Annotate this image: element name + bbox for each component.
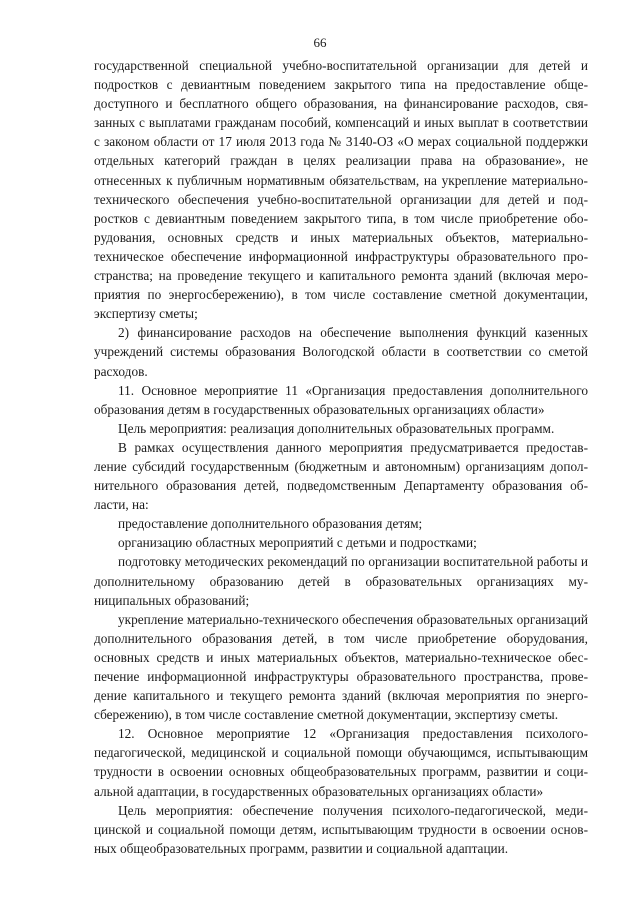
paragraph-financing-item-2: 2) финансирование расходов на обеспечение выполнения функций казенных учреждений системы образования Вологодской области в соответствии со сметой расходов. bbox=[94, 325, 588, 379]
paragraph-list-item: предоставление дополнительного образования детям; bbox=[118, 516, 423, 532]
paragraph-list-item: организацию областных мероприятий с детьми и подростками; bbox=[118, 535, 477, 551]
paragraph-list-item: укрепление материально-технического обеспечения образовательных организаций дополнительного образования детей, в том числе приобретение оборудования, основных средств и иных материальных объектов, материально-техническое обеспечение информационной инфраструктуры образовательного пространства, проведение капитального и текущего ремонта зданий (включая мероприятия по энергосбережению), в том числе составление сметной документации, экспертизу сметы. bbox=[94, 611, 588, 723]
page-number: 66 bbox=[313, 35, 327, 50]
paragraph-measure-11-intro: В рамках осуществления данного мероприятия предусматривается предоставление субсидий государственным (бюджетным и автономным) организациям дополнительного образования детей, подведомственным Департаменту образования области, на: bbox=[94, 439, 588, 513]
document-body bbox=[94, 56, 588, 858]
paragraph-continuation: государственной специальной учебно-воспитательной организации для детей и подростков с девиантным поведением закрытого типа на предоставление общедоступного и бесплатного общего образования, на финансирование расходов, связанных с выплатами гражданам пособий, компенсаций и иных выплат в соответствии с законом области от 17 июля 2013 года № 3140-ОЗ «О мерах социальной поддержки отдельных категорий граждан в целях реализации права на образование», не отнесенных к публичным нормативным обязательствам, на укрепление материально-технического обеспечения учебно-воспитательной организации для детей и подростков с девиантным поведением закрытого типа, в том числе приобретение оборудования, основных средств и иных материальных объектов, материально-техническое обеспечение информационной инфраструктуры образовательного пространства; на проведение текущего и капитального ремонта зданий (включая мероприятия по энергосбережению), в том числе составление сметной документации, экспертизу сметы; bbox=[94, 58, 588, 322]
paragraph-measure-11-title: 11. Основное мероприятие 11 «Организация предоставления дополнительного образования детям в государственных образовательных организациях области» bbox=[94, 382, 588, 417]
paragraph-measure-12-title: 12. Основное мероприятие 12 «Организация предоставления психолого-педагогической, медицинской и социальной помощи обучающимся, испытывающим трудности в освоении основных общеобразовательных программ, развитии и социальной адаптации, в государственных образовательных организациях области» bbox=[94, 726, 588, 799]
paragraph-measure-11-goal: Цель мероприятия: реализация дополнительных образовательных программ. bbox=[118, 420, 555, 436]
paragraph-list-item: подготовку методических рекомендаций по организации воспитательной работы и дополнительному образованию детей в образовательных организациях муниципальных образований; bbox=[94, 554, 588, 608]
paragraph-measure-12-goal: Цель мероприятия: обеспечение получения психолого-педагогической, медицинской и социальной помощи детям, испытывающим трудности в освоении основных общеобразовательных программ, развитии и социальной адаптации. bbox=[94, 802, 588, 856]
